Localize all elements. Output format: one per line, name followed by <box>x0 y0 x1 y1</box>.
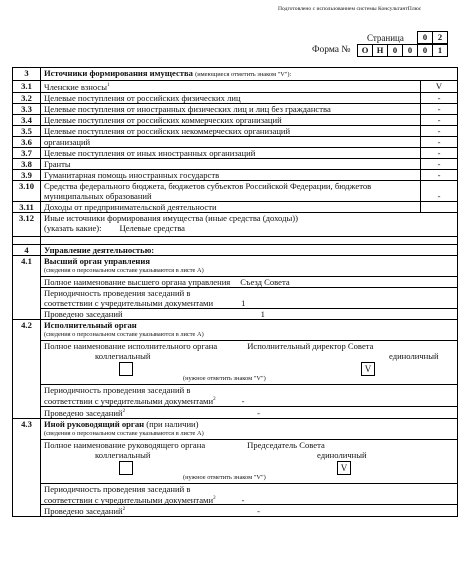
name-value[interactable]: Исполнительный директор Совета <box>247 340 374 351</box>
section-number: 3 <box>13 68 41 81</box>
table-row <box>13 255 458 319</box>
period-label: Периодичность проведения заседаний в <box>44 287 191 298</box>
table-row <box>13 125 458 136</box>
row-number: 3.12 <box>13 212 41 236</box>
form-number-boxes <box>358 44 448 57</box>
section3-title-note: (имеющиеся отметить знаком "V"): <box>195 71 292 78</box>
period-label: соответствии с учредительными документами <box>44 395 214 406</box>
sole-checkbox[interactable]: V <box>337 461 351 475</box>
row-mark[interactable]: - <box>421 125 458 136</box>
row-mark[interactable]: - <box>421 158 458 169</box>
row-label: Целевые поступления от российских некоммерческих организаций <box>41 125 421 136</box>
form-label: Форма № <box>312 45 351 55</box>
table-row <box>13 212 458 236</box>
other-body-title: Иной руководящий орган <box>44 418 145 429</box>
mark-hint: (нужное отметить знаком "V") <box>183 473 266 481</box>
section-number: 4 <box>13 244 41 255</box>
section4-title: Управление деятельностью: <box>41 244 458 255</box>
other-body-note: (сведения о персональном составе указываются в листе А) <box>44 429 204 437</box>
row-number: 3.6 <box>13 136 41 147</box>
row-number: 4.3 <box>13 418 41 517</box>
other-sources-sub: (указать какие): <box>44 222 102 233</box>
section3-header <box>13 68 458 81</box>
name-label: Полное наименование высшего органа управления <box>44 276 231 287</box>
row-label: организаций <box>41 136 421 147</box>
row-number: 3.7 <box>13 147 41 158</box>
supreme-body-title: Высший орган управления <box>44 255 150 266</box>
collegial-label: коллегиальный <box>95 350 151 361</box>
table-row <box>13 136 458 147</box>
row-label: Доходы от предпринимательской деятельности <box>41 201 421 212</box>
row-number: 3.5 <box>13 125 41 136</box>
name-value[interactable]: Председатель Совета <box>247 439 325 450</box>
spacer-row <box>13 236 458 244</box>
table-row <box>13 418 458 517</box>
spacer-cell <box>13 236 41 244</box>
row-mark[interactable]: - <box>421 114 458 125</box>
table-row <box>13 158 458 169</box>
row-label: Гранты <box>41 158 421 169</box>
row-number: 3.9 <box>13 169 41 180</box>
sole-label: единоличный <box>317 449 367 460</box>
held-label: Проведено заседаний <box>44 506 123 517</box>
row-mark[interactable]: - <box>421 136 458 147</box>
page-digit: 0 <box>417 31 433 44</box>
section4-header <box>13 244 458 255</box>
supreme-body-note: (сведения о персональном составе указываются в листе А) <box>44 266 204 274</box>
page-number-boxes <box>418 31 448 44</box>
form-digit: О <box>357 44 373 57</box>
section-title <box>41 68 458 81</box>
collegial-checkbox[interactable] <box>119 461 133 475</box>
other-sources-cell <box>41 212 458 236</box>
table-row <box>13 180 458 201</box>
other-body-name-row <box>41 439 457 483</box>
executive-body-held-row: Проведено заседаний$^2$ - <box>41 406 457 418</box>
executive-body-name-row <box>41 340 457 384</box>
row-mark[interactable]: - <box>421 180 458 201</box>
row-number: 3.11 <box>13 201 41 212</box>
row-label: Целевые поступления от иностранных физических лиц и лиц без гражданства <box>41 103 421 114</box>
row-number: 4.2 <box>13 319 41 418</box>
other-sources-value[interactable]: Целевые средства <box>119 222 185 233</box>
table-row <box>13 319 458 418</box>
executive-body-cell <box>41 319 458 418</box>
other-body-period-row: Периодичность проведения заседаний в соответствии с учредительными документами$^2$ - <box>41 483 457 505</box>
form-digit: 0 <box>417 44 433 57</box>
name-label: Полное наименование руководящего органа <box>44 439 206 450</box>
row-label: Целевые поступления от российских коммерческих организаций <box>41 114 421 125</box>
period-value[interactable]: - <box>241 395 245 406</box>
other-sources-line <box>44 223 454 233</box>
row-number: 3.1 <box>13 81 41 93</box>
section3-title: Источники формирования имущества <box>44 68 193 78</box>
other-sources-label: Иные источники формирования имущества (иные средства (доходы)) <box>44 212 298 223</box>
form-digit: Н <box>372 44 388 57</box>
supreme-body-period-row <box>41 287 457 308</box>
period-label: Периодичность проведения заседаний в <box>44 483 191 494</box>
name-value[interactable]: Съезд Совета <box>240 276 290 287</box>
page-label: Страница <box>367 33 404 43</box>
row-number: 3.3 <box>13 103 41 114</box>
period-label: соответствии с учредительными документами <box>44 297 214 308</box>
spacer-cell <box>41 236 458 244</box>
table-row <box>13 103 458 114</box>
mark-hint: (нужное отметить знаком "V") <box>183 374 266 382</box>
collegial-checkbox[interactable] <box>119 362 133 376</box>
row-label: Гуманитарная помощь иностранных государств <box>41 169 421 180</box>
row-label: Целевые поступления от иных иностранных организаций <box>41 147 421 158</box>
name-label: Полное наименование исполнительного органа <box>44 340 218 351</box>
row-mark[interactable]: - <box>421 103 458 114</box>
table-row <box>13 201 458 212</box>
row-mark[interactable]: - <box>421 169 458 180</box>
collegial-label: коллегиальный <box>95 449 151 460</box>
row-number: 3.10 <box>13 180 41 201</box>
row-mark[interactable]: - <box>421 147 458 158</box>
page-digit: 2 <box>432 31 448 44</box>
row-mark[interactable] <box>421 201 458 212</box>
form-digit: 0 <box>402 44 418 57</box>
held-label: Проведено заседаний <box>44 308 123 319</box>
row-number: 3.8 <box>13 158 41 169</box>
period-value[interactable]: 1 <box>241 297 246 308</box>
supreme-body-cell <box>41 255 458 319</box>
row-label: Средства федерального бюджета, бюджетов субъектов Российской Федерации, бюджетов муниципальных образований <box>41 180 421 201</box>
period-label: Периодичность проведения заседаний в <box>44 384 191 395</box>
executive-body-title: Исполнительный орган <box>44 319 137 330</box>
table-row <box>13 114 458 125</box>
row-number: 3.4 <box>13 114 41 125</box>
table-row <box>13 169 458 180</box>
form-digit: 1 <box>432 44 448 57</box>
table-row <box>13 92 458 103</box>
row-label: Целевые поступления от российских физических лиц <box>41 92 421 103</box>
other-body-held-row: Проведено заседаний$^2$ - <box>41 504 457 516</box>
row-label: Членские взносы$^1$ <box>41 81 421 93</box>
other-body-title-note: (при наличии) <box>146 418 199 429</box>
row-number: 4.1 <box>13 255 41 319</box>
sole-label: единоличный <box>389 350 439 361</box>
supreme-body-held-row <box>41 308 457 319</box>
sole-checkbox[interactable]: V <box>361 362 375 376</box>
form-digit: 0 <box>387 44 403 57</box>
consultant-note: Подготовлено с использованием системы КонсультантПлюс <box>278 6 422 12</box>
row-mark[interactable]: - <box>421 92 458 103</box>
period-value[interactable]: - <box>241 494 245 505</box>
supreme-body-name-row <box>41 276 457 287</box>
other-body-cell <box>41 418 458 517</box>
period-label: соответствии с учредительными документами <box>44 494 214 505</box>
table-row <box>13 81 458 93</box>
held-label: Проведено заседаний <box>44 407 123 418</box>
held-value[interactable]: - <box>257 506 260 517</box>
row-number: 3.2 <box>13 92 41 103</box>
table-row <box>13 147 458 158</box>
row-mark[interactable]: V <box>421 81 458 93</box>
executive-body-period-row: Периодичность проведения заседаний в соответствии с учредительными документами$^2$ - <box>41 384 457 406</box>
held-value[interactable]: 1 <box>260 308 265 319</box>
held-value[interactable]: - <box>257 407 260 418</box>
form-table <box>12 67 458 517</box>
executive-body-note: (сведения о персональном составе указываются в листе А) <box>44 330 204 338</box>
